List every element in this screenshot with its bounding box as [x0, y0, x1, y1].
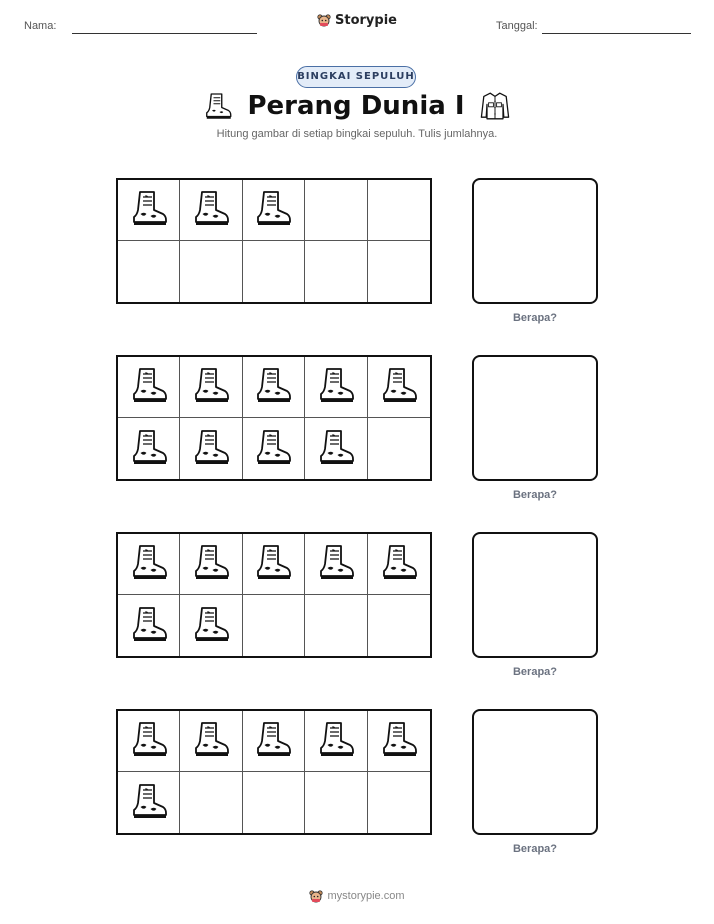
frame-cell: [118, 357, 180, 418]
jacket-icon: [479, 90, 511, 122]
frame-cell: [180, 772, 242, 833]
boot-icon: [379, 719, 419, 763]
frame-cell: [118, 595, 180, 656]
frame-cell: [180, 357, 242, 418]
boot-icon: [129, 781, 169, 825]
ten-frame: [116, 178, 432, 304]
footer-site: mystorypie.com: [327, 890, 405, 902]
frame-cell: [305, 772, 367, 833]
boot-icon: [191, 188, 231, 232]
frame-cell: [368, 595, 430, 656]
page-title: Perang Dunia I: [247, 91, 465, 121]
date-line[interactable]: [542, 33, 691, 34]
boot-icon: [253, 188, 293, 232]
frame-cell: [305, 711, 367, 772]
frame-cell: [305, 180, 367, 241]
frame-cell: [368, 711, 430, 772]
boot-icon: [129, 188, 169, 232]
answer-box[interactable]: [472, 355, 598, 481]
boot-icon: [253, 365, 293, 409]
boot-icon: [253, 719, 293, 763]
frame-cell: [243, 595, 305, 656]
storypie-logo-icon: [317, 13, 331, 27]
boot-icon: [316, 427, 356, 471]
frame-cell: [243, 241, 305, 302]
brand: [0, 12, 714, 31]
boot-icon: [253, 427, 293, 471]
answer-label: Berapa?: [512, 489, 558, 501]
boot-icon: [253, 542, 293, 586]
worksheet-type-badge: BINGKAI SEPULUH: [296, 66, 416, 88]
boot-icon: [129, 542, 169, 586]
name-line[interactable]: [72, 33, 257, 34]
boot-icon: [191, 604, 231, 648]
boot-icon: [379, 542, 419, 586]
boot-icon: [203, 91, 233, 121]
frame-cell: [118, 418, 180, 479]
boot-icon: [191, 427, 231, 471]
ten-frame: [116, 355, 432, 481]
frame-cell: [368, 180, 430, 241]
brand-name: Storypie: [335, 12, 397, 28]
frame-cell: [368, 418, 430, 479]
frame-cell: [305, 534, 367, 595]
frame-cell: [243, 418, 305, 479]
answer-label: Berapa?: [512, 312, 558, 324]
frame-cell: [118, 180, 180, 241]
boot-icon: [129, 365, 169, 409]
boot-icon: [191, 719, 231, 763]
frame-cell: [118, 534, 180, 595]
answer-label: Berapa?: [512, 666, 558, 678]
frame-cell: [305, 241, 367, 302]
frame-cell: [305, 595, 367, 656]
frame-cell: [305, 418, 367, 479]
boot-icon: [191, 365, 231, 409]
boot-icon: [129, 719, 169, 763]
frame-cell: [118, 711, 180, 772]
frame-cell: [243, 180, 305, 241]
storypie-logo-icon: [309, 889, 323, 903]
frame-cell: [305, 357, 367, 418]
frame-cell: [368, 772, 430, 833]
date-label: Tanggal:: [496, 20, 538, 32]
frame-cell: [243, 357, 305, 418]
frame-cell: [118, 772, 180, 833]
frame-cell: [243, 772, 305, 833]
frame-cell: [368, 357, 430, 418]
answer-label: Berapa?: [512, 843, 558, 855]
boot-icon: [316, 365, 356, 409]
frame-cell: [243, 534, 305, 595]
answer-box[interactable]: [472, 709, 598, 835]
answer-box[interactable]: [472, 532, 598, 658]
frame-cell: [368, 241, 430, 302]
instructions: Hitung gambar di setiap bingkai sepuluh. Tulis jumlahnya.: [216, 128, 498, 140]
frame-cell: [180, 534, 242, 595]
frame-cell: [180, 180, 242, 241]
frame-cell: [243, 711, 305, 772]
frame-cell: [118, 241, 180, 302]
title-row: [0, 90, 714, 125]
frame-cell: [368, 534, 430, 595]
boot-icon: [129, 604, 169, 648]
boot-icon: [316, 719, 356, 763]
boot-icon: [129, 427, 169, 471]
frame-cell: [180, 595, 242, 656]
frame-cell: [180, 711, 242, 772]
ten-frame: [116, 532, 432, 658]
frame-cell: [180, 418, 242, 479]
frame-cell: [180, 241, 242, 302]
boot-icon: [379, 365, 419, 409]
footer: [0, 888, 714, 907]
answer-box[interactable]: [472, 178, 598, 304]
ten-frame: [116, 709, 432, 835]
name-label: Nama:: [24, 20, 57, 32]
boot-icon: [191, 542, 231, 586]
boot-icon: [316, 542, 356, 586]
